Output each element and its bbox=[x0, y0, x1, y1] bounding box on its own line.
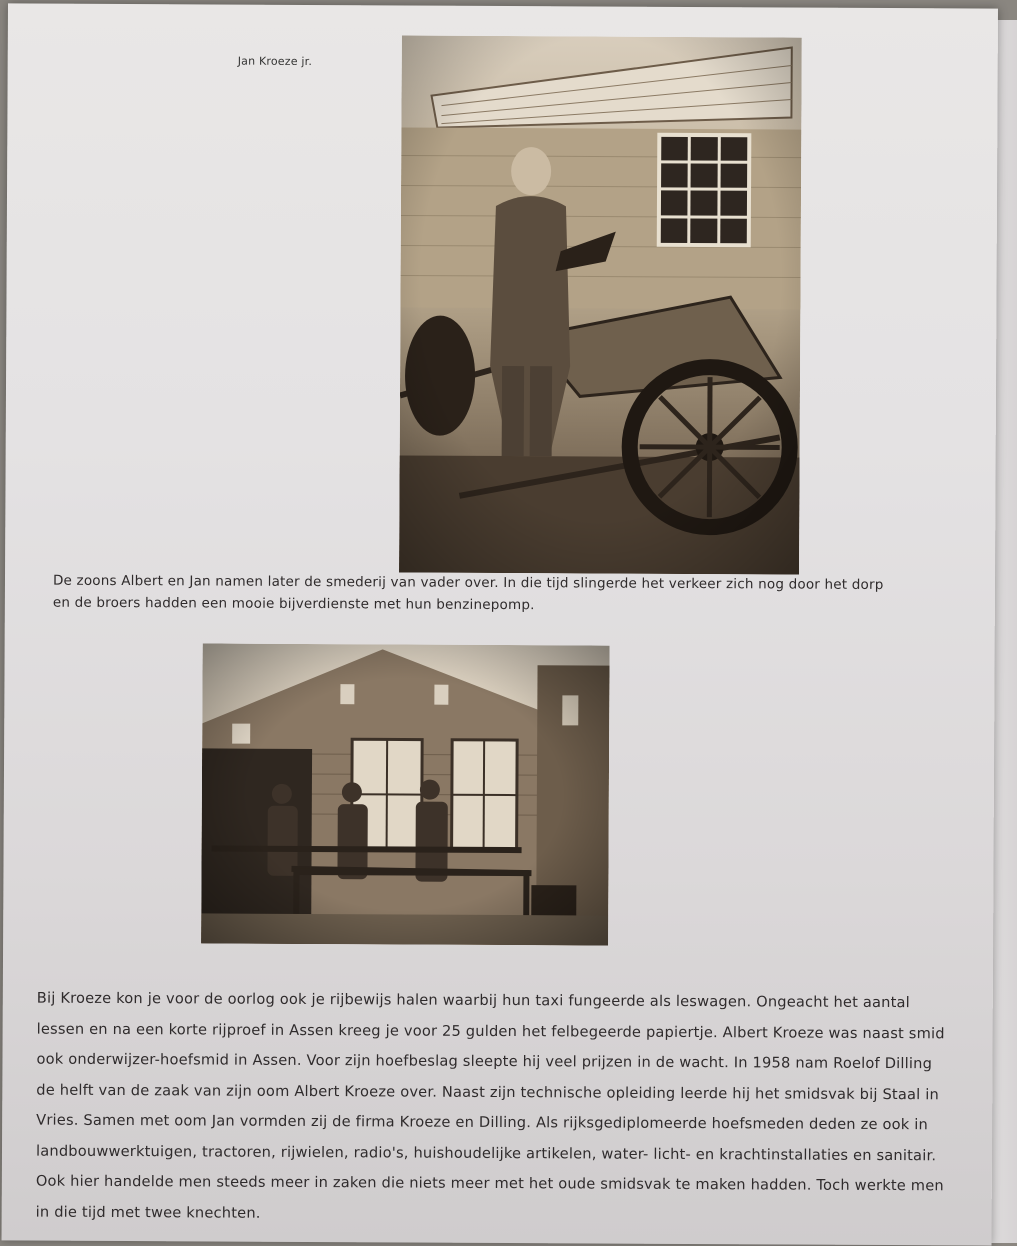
body-line: landbouwwerktuigen, tractoren, rijwielen, radio's, huishoudelijke artikelen, water- licht- en krachtinstallaties en sanitair. bbox=[36, 1136, 994, 1172]
body-line: Ook hier handelde men steeds meer in zaken die niets meer met het oude smidsvak te maken hadden. Toch werkte men bbox=[36, 1167, 994, 1203]
body-line: lessen en na een korte rijproef in Assen kreeg je voor 25 gulden het felbegeerde papiertje. Albert Kroeze was naast smid bbox=[37, 1014, 995, 1050]
caption-line: De zoons Albert en Jan namen later de smederij van vader over. In die tijd slingerde het verkeer zich nog door het dorp bbox=[53, 570, 973, 597]
photo-caption-name: Jan Kroeze jr. bbox=[238, 55, 312, 68]
body-line: Vries. Samen met oom Jan vormden zij de firma Kroeze en Dilling. Als rijksgediplomeerde hoefsmeden deden ze ook in bbox=[36, 1106, 994, 1142]
book-page bbox=[2, 3, 998, 1245]
photo-shopfront bbox=[201, 643, 610, 945]
body-line: Bij Kroeze kon je voor de oorlog ook je rijbewijs halen waarbij hun taxi fungeerde als leswagen. Ongeacht het aantal bbox=[37, 984, 995, 1020]
body-paragraph bbox=[36, 984, 995, 1233]
body-line: de helft van de zaak van zijn oom Albert Kroeze over. Naast zijn technische opleiding leerde hij het smidsvak bij Staal in bbox=[36, 1075, 994, 1111]
photo1-caption bbox=[53, 570, 973, 619]
body-line: ook onderwijzer-hoefsmid in Assen. Voor zijn hoefbeslag sleepte hij veel prijzen in de wacht. In 1958 nam Roelof Dilling bbox=[36, 1045, 994, 1081]
caption-line: en de broers hadden een mooie bijverdienste met hun benzinepomp. bbox=[53, 592, 973, 619]
photo-smith-with-cart bbox=[399, 35, 802, 574]
body-line: in die tijd met twee knechten. bbox=[36, 1197, 994, 1233]
